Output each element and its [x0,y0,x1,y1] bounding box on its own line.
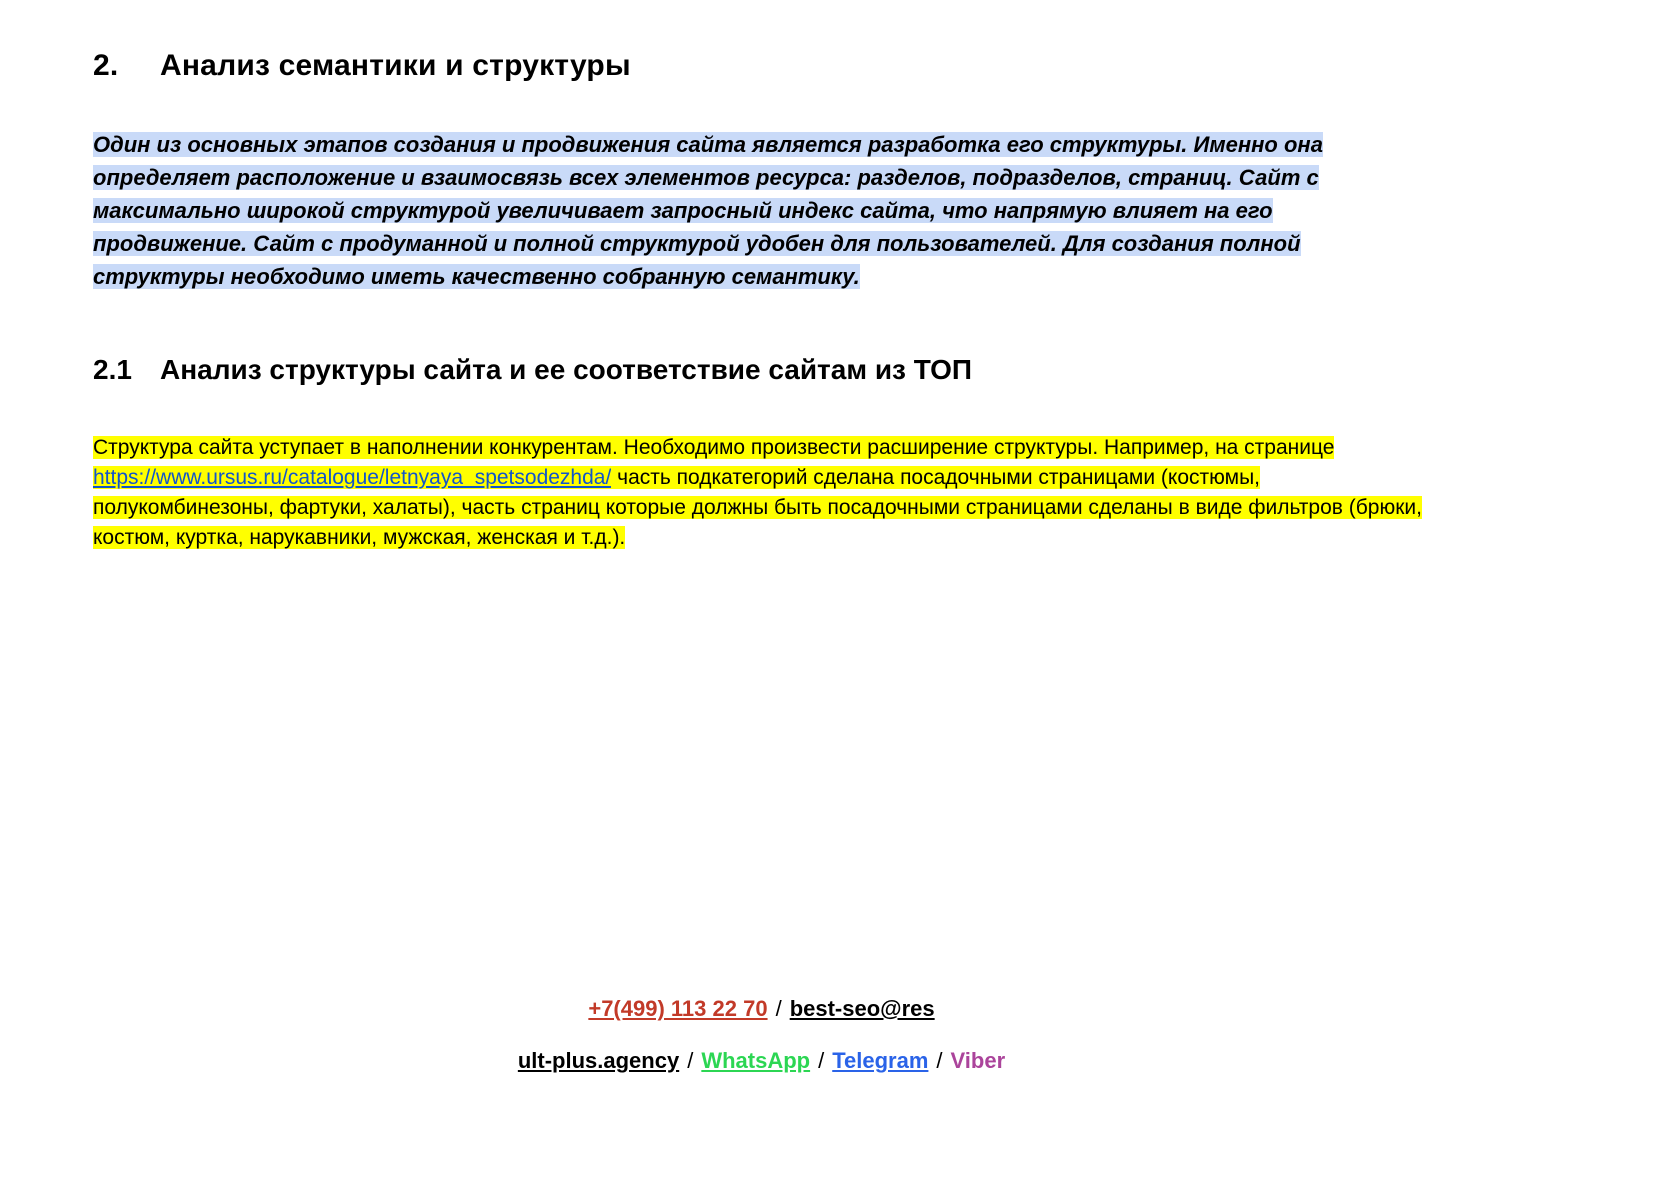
page-footer [93,995,1430,1099]
footer-separator: / [687,1048,694,1073]
footer-separator: / [818,1048,825,1073]
section-number: 2. [93,49,119,82]
analysis-paragraph [93,433,1430,553]
telegram-link[interactable]: Telegram [832,1048,929,1073]
whatsapp-link[interactable]: WhatsApp [701,1048,811,1073]
footer-separator: / [775,996,782,1021]
intro-highlighted-text: Один из основных этапов создания и продвижения сайта является разработка его структуры. Именно она определяет расположение и взаимосвязь всех элементов ресурса: разделов, подразделов, страниц. Сайт с максимально широкой структурой увеличивает запросный индекс сайта, что напрямую влияет на его продвижение. Сайт с продуманной и полной структурой удобен для пользователей. Для создания полной структуры необходимо иметь качественно собранную семантику. [93,132,1323,289]
subsection-title: Анализ структуры сайта и ее соответствие сайтам из ТОП [160,354,973,385]
analysis-text-before-link: Структура сайта уступает в наполнении конкурентам. Необходимо произвести расширение структуры. Например, на странице [93,436,1335,459]
section-heading [93,48,1430,84]
footer-contact-line [93,995,1430,1023]
viber-label: Viber [950,1048,1006,1073]
subsection-heading [93,353,1430,387]
section-title: Анализ семантики и структуры [160,49,631,82]
email-link[interactable]: best-seo@res [789,996,935,1021]
analysis-text-after-link: часть подкатегорий сделана посадочными страницами (костюмы, полукомбинезоны, фартуки, халаты), часть страниц которые должны быть посадочными страницами сделаны в виде фильтров (брюки, костюм, куртка, нарукавники, мужская, женская и т.д.). [93,466,1422,549]
footer-links-line [93,1047,1430,1075]
phone-link[interactable]: +7(499) 113 22 70 [588,996,768,1021]
footer-separator: / [936,1048,943,1073]
ursus-catalogue-link[interactable]: https://www.ursus.ru/catalogue/letnyaya_spetsodezhda/ [93,466,612,489]
intro-paragraph [93,128,1423,293]
subsection-number: 2.1 [93,354,132,385]
agency-site-link[interactable]: ult-plus.agency [517,1048,680,1073]
